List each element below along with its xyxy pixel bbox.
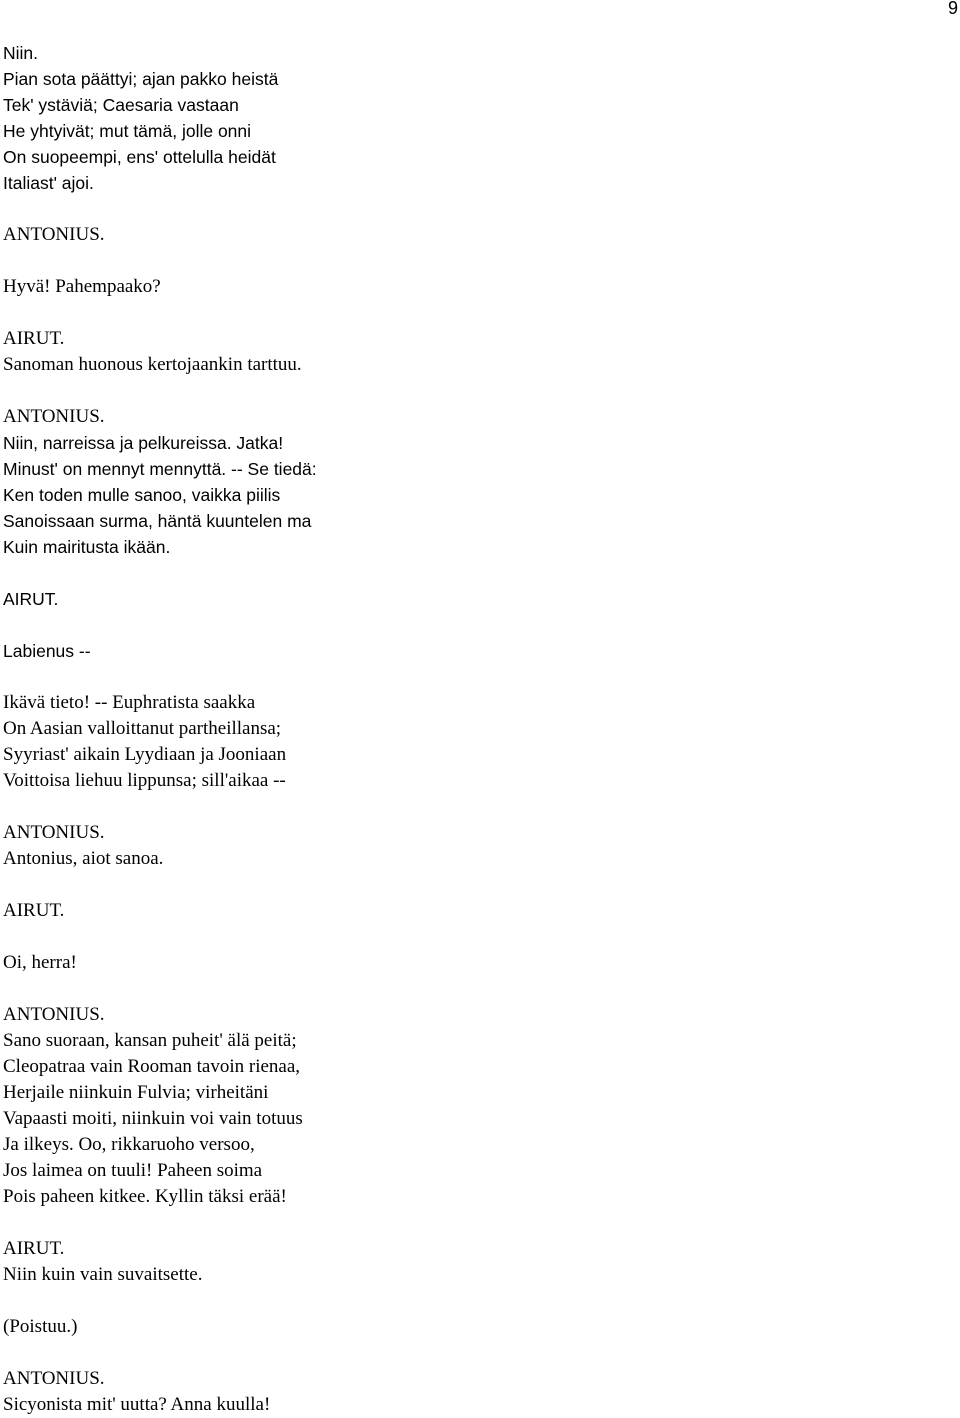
- verse-line: Oi, herra!: [3, 952, 77, 973]
- verse-line: Minust' on mennyt mennyttä. -- Se tiedä:: [3, 459, 317, 479]
- speaker-name: ANTONIUS.: [3, 406, 105, 427]
- verse-line: On suopeempi, ens' ottelulla heidät: [3, 147, 276, 167]
- speaker-name: ANTONIUS.: [3, 1004, 105, 1025]
- dialogue-block: [3, 1236, 903, 1288]
- verse-line: Ikävä tieto! -- Euphratista saakka: [3, 692, 256, 713]
- verse-line: Kuin mairitusta ikään.: [3, 537, 171, 557]
- verse-line: Sano suoraan, kansan puheit' älä peitä;: [3, 1030, 297, 1051]
- verse-line: Jos laimea on tuuli! Paheen soima: [3, 1160, 263, 1181]
- verse-line: Sanoissaan surma, häntä kuuntelen ma: [3, 511, 312, 531]
- verse-line: On Aasian valloittanut partheillansa;: [3, 718, 282, 739]
- speaker-name: ANTONIUS.: [3, 224, 105, 245]
- speaker-name: AIRUT.: [3, 589, 59, 609]
- verse-line: Tek' ystäviä; Caesaria vastaan: [3, 95, 239, 115]
- dialogue-block: [3, 404, 903, 560]
- verse-line: Hyvä! Pahempaako?: [3, 276, 161, 297]
- verse-line: Niin, narreissa ja pelkureissa. Jatka!: [3, 433, 284, 453]
- dialogue-block: [3, 326, 903, 378]
- verse-line: He yhtyivät; mut tämä, jolle onni: [3, 121, 252, 141]
- verse-line: Cleopatraa vain Rooman tavoin rienaa,: [3, 1056, 301, 1077]
- verse-line: Voittoisa liehuu lippunsa; sill'aikaa --: [3, 770, 286, 791]
- dialogue-block: [3, 638, 903, 664]
- dialogue-block: [3, 1366, 903, 1418]
- verse-line: Sanoman huonous kertojaankin tarttuu.: [3, 354, 302, 375]
- speaker-name: AIRUT.: [3, 1238, 65, 1259]
- verse-line: Antonius, aiot sanoa.: [3, 848, 164, 869]
- verse-line: Niin kuin vain suvaitsette.: [3, 1264, 203, 1285]
- speaker-name: AIRUT.: [3, 328, 65, 349]
- verse-line: Labienus --: [3, 641, 91, 661]
- dialogue-block: [3, 898, 903, 924]
- dialogue-block: [3, 222, 903, 248]
- dialogue-block: [3, 690, 903, 794]
- dialogue-block: [3, 820, 903, 872]
- speaker-name: ANTONIUS.: [3, 822, 105, 843]
- verse-line: Italiast' ajoi.: [3, 173, 94, 193]
- dialogue-block: [3, 586, 903, 612]
- dialogue-block: [3, 950, 903, 976]
- play-text: [3, 40, 903, 1418]
- verse-line: Niin.: [3, 43, 39, 63]
- verse-line: Syyriast' aikain Lyydiaan ja Jooniaan: [3, 744, 287, 765]
- verse-line: Pian sota päättyi; ajan pakko heistä: [3, 69, 279, 89]
- verse-line: Vapaasti moiti, niinkuin voi vain totuus: [3, 1108, 303, 1129]
- dialogue-block: [3, 1002, 903, 1210]
- verse-line: Ja ilkeys. Oo, rikkaruoho versoo,: [3, 1134, 255, 1155]
- verse-line: Sicyonista mit' uutta? Anna kuulla!: [3, 1394, 271, 1415]
- speaker-name: ANTONIUS.: [3, 1368, 105, 1389]
- verse-line: Pois paheen kitkee. Kyllin täksi erää!: [3, 1186, 287, 1207]
- verse-line: Herjaile niinkuin Fulvia; virheitäni: [3, 1082, 269, 1103]
- page-number: 9: [947, 0, 958, 18]
- dialogue-block: [3, 1314, 903, 1340]
- verse-line: (Poistuu.): [3, 1316, 78, 1337]
- dialogue-block: [3, 40, 903, 196]
- dialogue-block: [3, 274, 903, 300]
- verse-line: Ken toden mulle sanoo, vaikka piilis: [3, 485, 281, 505]
- speaker-name: AIRUT.: [3, 900, 65, 921]
